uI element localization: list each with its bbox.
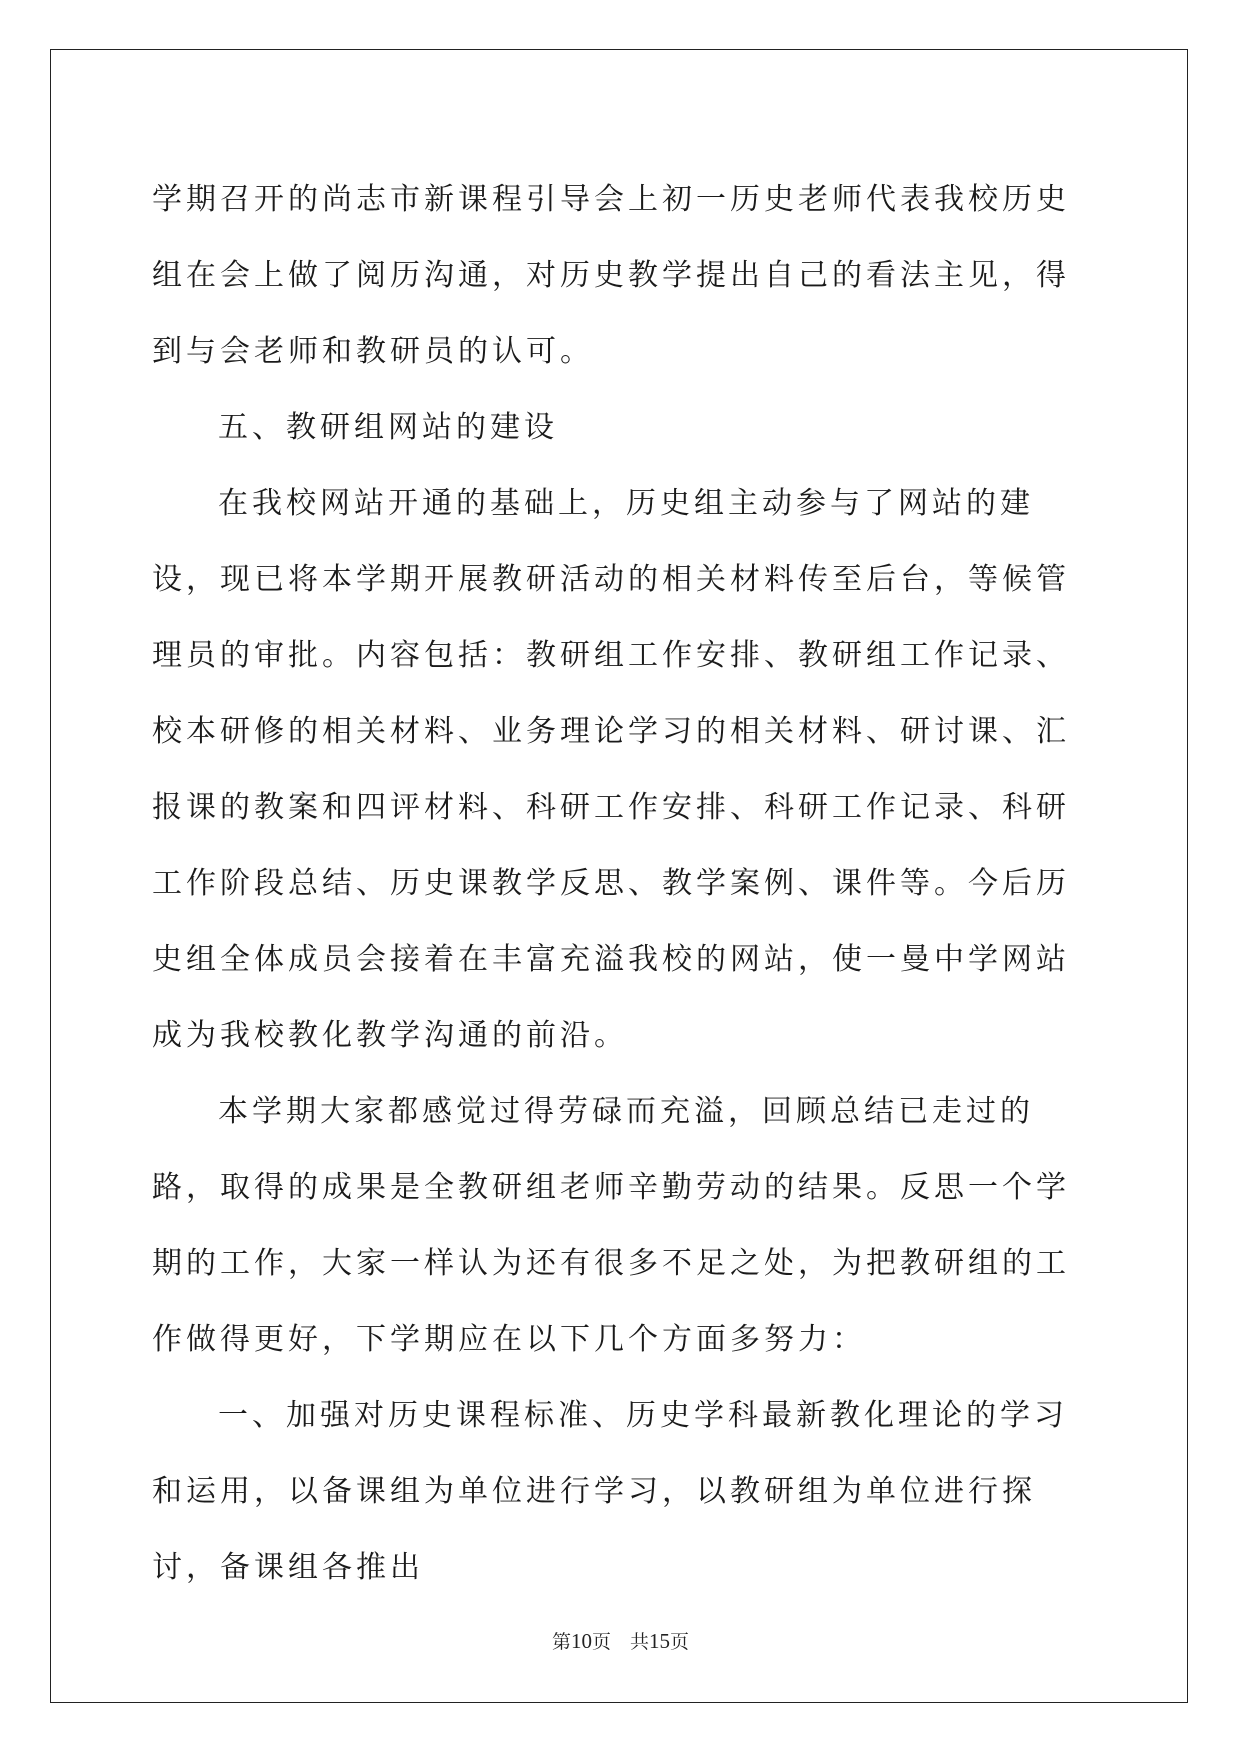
section-heading-website: 五、教研组网站的建设 [218,410,558,445]
footer-middle: 页 共 [591,1631,649,1653]
footer-page-number: 10 [570,1629,592,1653]
page-footer [0,1627,1241,1654]
paragraph-website: 在我校网站开通的基础上，历史组主动参与了网站的建设，现已将本学期开展教研活动的相关材料传至后台，等候管理员的审批。内容包括：教研组工作安排、教研组工作记录、校本研修的相关材料、业务理论学习的相关材料、研讨课、汇报课的教案和四评材料、科研工作安排、科研工作记录、科研工作阶段总结、历史课教学反思、教学案例、课件等。今后历史组全体成员会接着在丰富充溢我校的网站，使一曼中学网站成为我校教化教学沟通的前沿。 [152,486,1070,1053]
document-body [152,162,1092,1606]
paragraph-plan-1: 一、加强对历史课程标准、历史学科最新教化理论的学习和运用，以备课组为单位进行学习，以教研组为单位进行探讨，备课组各推出 [152,1398,1068,1585]
paragraph-continuation: 学期召开的尚志市新课程引导会上初一历史老师代表我校历史组在会上做了阅历沟通，对历史教学提出自己的看法主见，得到与会老师和教研员的认可。 [152,182,1070,369]
footer-prefix: 第 [551,1631,571,1653]
footer-suffix: 页 [670,1631,690,1653]
paragraph-summary: 本学期大家都感觉过得劳碌而充溢，回顾总结已走过的路，取得的成果是全教研组老师辛勤劳动的结果。反思一个学期的工作，大家一样认为还有很多不足之处，为把教研组的工作做得更好，下学期应在以下几个方面多努力： [152,1094,1070,1357]
footer-total-pages: 15 [649,1629,670,1653]
